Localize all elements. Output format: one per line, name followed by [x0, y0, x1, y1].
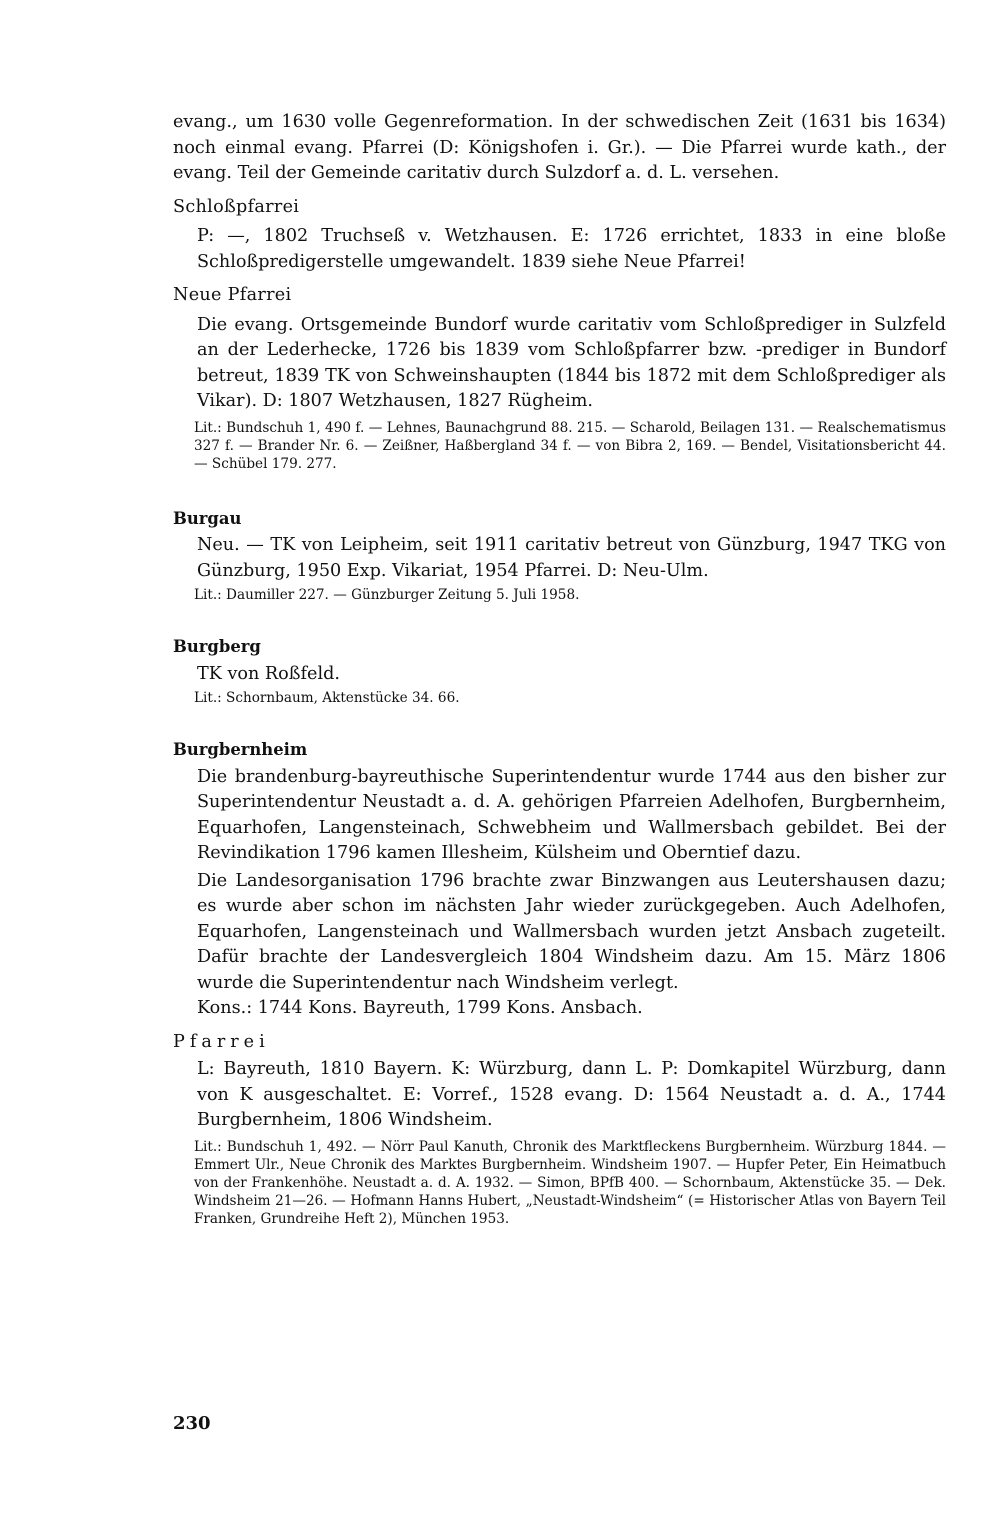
subheading-neue-pfarrei: Neue Pfarrei	[173, 285, 292, 305]
paragraph-burgau: Neu. — TK von Leipheim, seit 1911 caritativ betreut von Günzburg, 1947 TKG von Günzburg, 1950 Exp. Vikariat, 1954 Pfarrei. D: Neu-Ulm.	[197, 535, 946, 581]
paragraph-pfarrei: L: Bayreuth, 1810 Bayern. K: Würzburg, dann L. P: Domkapitel Würzburg, dann von K ausgeschaltet. E: Vorref., 1528 evang. D: 1564 Neustadt a. d. A., 1744 Burgbernheim, 1806 Windsheim.	[197, 1059, 946, 1130]
heading-burgbernheim: Burgbernheim	[173, 740, 308, 759]
paragraph-schlosspfarrei: P: —, 1802 Truchseß v. Wetzhausen. E: 1726 errichtet, 1833 in eine bloße Schloßpredigerstelle umgewandelt. 1839 siehe Neue Pfarrei!	[197, 226, 946, 272]
literature-burgbernheim: Lit.: Bundschuh 1, 492. — Nörr Paul Kanuth, Chronik des Marktfleckens Burgbernheim. Würzburg 1844. — Emmert Ulr., Neue Chronik des Marktes Burgbernheim. Windsheim 1907. — Hupfer Peter, Ein Heimatbuch von der Frankenhöhe. Neustadt a. d. A. 1932. — Simon, BPfB 400. — Schornbaum, Aktenstücke 35. — Dek. Windsheim 21—26. — Hofmann Hanns Hubert, „Neustadt-Windsheim“ (= Historischer Atlas von Bayern Teil Franken, Grundreihe Heft 2), München 1953.	[194, 1138, 946, 1227]
paragraph-superintendentur: Die brandenburg-bayreuthische Superintendentur wurde 1744 aus den bisher zur Superintendentur Neustadt a. d. A. gehörigen Pfarreien Adelhofen, Burgbernheim, Equarhofen, Langensteinach, Schwebheim und Wallmersbach gebildet. Bei der Revindikation 1796 kamen Illesheim, Külsheim und Oberntief dazu.	[197, 766, 946, 863]
literature-burgau: Lit.: Daumiller 227. — Günzburger Zeitung 5. Juli 1958.	[194, 587, 580, 603]
text-column	[173, 110, 946, 1228]
heading-burgau: Burgau	[173, 508, 242, 528]
paragraph-landesorganisation: Die Landesorganisation 1796 brachte zwar Binzwangen aus Leutershausen dazu; es wurde aber schon im nächsten Jahr wieder zurückgegeben. Auch Adelhofen, Equarhofen, Langensteinach und Wallmersbach wurden jetzt Ansbach zugeteilt. Dafür brachte der Landesvergleich 1804 Windsheim dazu. Am 15. März 1806 wurde die Superintendentur nach Windsheim verlegt.	[197, 870, 946, 993]
paragraph-konsistorium: Kons.: 1744 Kons. Bayreuth, 1799 Kons. Ansbach.	[197, 998, 643, 1018]
paragraph-burgberg: TK von Roßfeld.	[197, 663, 340, 684]
literature-bundorf: Lit.: Bundschuh 1, 490 f. — Lehnes, Baunachgrund 88. 215. — Scharold, Beilagen 131. — Realschematismus 327 f. — Brander Nr. 6. — Zeißner, Haßbergland 34 f. — von Bibra 2, 169. — Bendel, Visitationsbericht 44. — Schübel 179. 277.	[194, 419, 946, 472]
literature-burgberg: Lit.: Schornbaum, Aktenstücke 34. 66.	[194, 690, 460, 706]
subheading-pfarrei: Pfarrei	[173, 1031, 270, 1052]
paragraph-neue-pfarrei: Die evang. Ortsgemeinde Bundorf wurde caritativ vom Schloßprediger in Sulzfeld an der Lederhecke, 1726 bis 1839 vom Schloßpfarrer bzw. -prediger in Bundorf betreut, 1839 TK von Schweinshaupten (1844 bis 1872 mit dem Schloßprediger als Vikar). D: 1807 Wetzhausen, 1827 Rügheim.	[197, 314, 946, 411]
page-number: 230	[173, 1413, 211, 1434]
paragraph-sulzdorf: evang., um 1630 volle Gegenreformation. In der schwedischen Zeit (1631 bis 1634) noch einmal evang. Pfarrei (D: Königshofen i. Gr.). — Die Pfarrei wurde kath., der evang. Teil der Gemeinde caritativ durch Sulzdorf a. d. L. versehen.	[173, 112, 946, 183]
heading-burgberg: Burgberg	[173, 637, 261, 656]
subheading-schlosspfarrei: Schloßpfarrei	[173, 196, 300, 217]
